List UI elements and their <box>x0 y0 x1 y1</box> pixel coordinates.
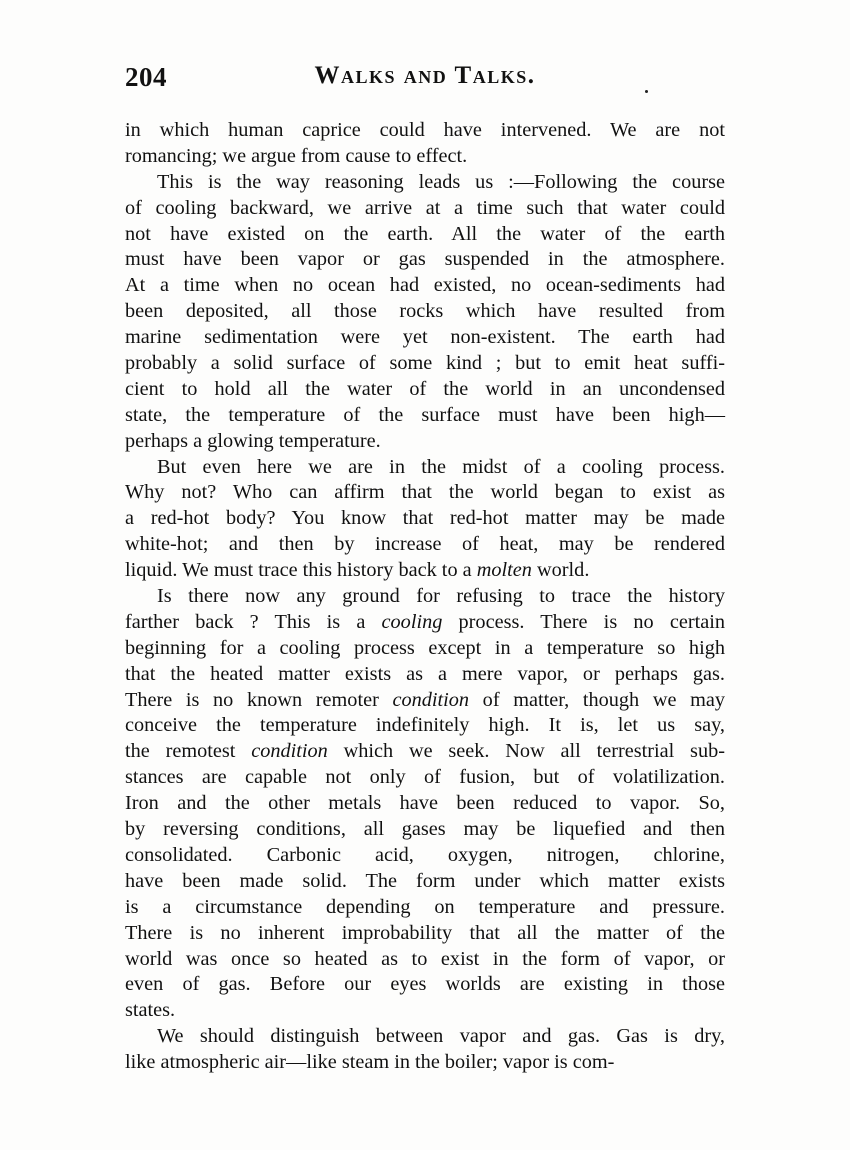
running-title: Walks and Talks. <box>314 62 536 89</box>
text-line: conceive the temperature indefinitely high. It is, let us say, <box>125 714 725 737</box>
italic-word: condition <box>251 740 328 763</box>
italic-word: condition <box>392 688 470 711</box>
text-line: beginning for a cooling process except in a temperature so high <box>125 636 725 659</box>
text-line: white-hot; and then by increase of heat, may be rendered <box>125 533 725 556</box>
text-line: that the heated matter exists as a mere vapor, or perhaps gas. <box>125 662 725 685</box>
text-line: At a time when no ocean had existed, no ocean-sediments had <box>125 274 725 297</box>
italic-word: molten <box>476 559 532 582</box>
paragraph <box>125 118 725 170</box>
text-line: probably a solid surface of some kind ; but to emit heat suffi- <box>125 352 725 375</box>
text-line: state, the temperature of the surface must have been high— <box>125 403 725 426</box>
text-line: a red-hot body? You know that red-hot matter may be made <box>125 507 725 530</box>
text-line: Iron and the other metals have been reduced to vapor. So, <box>125 792 725 815</box>
text-line: romancing; we argue from cause to effect. <box>125 144 468 167</box>
paragraph <box>125 455 725 584</box>
text-line: the remotest condition which we seek. Now all terrestrial sub- <box>125 740 725 763</box>
text-line: Is there now any ground for refusing to trace the history <box>157 585 725 608</box>
text-line: by reversing conditions, all gases may be liquefied and then <box>125 818 725 841</box>
page-number: 204 <box>125 62 167 92</box>
text-line: We should distinguish between vapor and gas. Gas is dry, <box>157 1025 725 1048</box>
text-line: must have been vapor or gas suspended in the atmosphere. <box>125 248 725 271</box>
text-line: in which human caprice could have intervened. We are not <box>125 119 725 141</box>
body-text <box>125 118 725 1076</box>
text-line: But even here we are in the midst of a cooling process. <box>157 455 725 478</box>
text-line: perhaps a glowing temperature. <box>125 429 381 452</box>
paragraph <box>125 170 725 455</box>
paragraph <box>125 1024 725 1076</box>
text-line: of cooling backward, we arrive at a time such that water could <box>125 196 725 219</box>
text-line: This is the way reasoning leads us :—Following the course <box>157 170 725 193</box>
text-line: is a circumstance depending on temperature and pressure. <box>125 895 725 918</box>
text-line: marine sedimentation were yet non-existent. The earth had <box>125 326 725 349</box>
text-line: stances are capable not only of fusion, but of volatilization. <box>125 766 725 789</box>
text-line: Why not? Who can affirm that the world began to exist as <box>125 481 725 504</box>
text-line: consolidated. Carbonic acid, oxygen, nitrogen, chlorine, <box>125 843 725 866</box>
text-line: states. <box>125 999 176 1022</box>
italic-word: cooling <box>381 610 443 633</box>
text-line: have been made solid. The form under which matter exists <box>125 869 725 892</box>
text-line: not have existed on the earth. All the water of the earth <box>125 222 725 245</box>
text-line: been deposited, all those rocks which have resulted from <box>125 300 725 323</box>
text-line: world was once so heated as to exist in the form of vapor, or <box>125 947 725 970</box>
text-line: There is no inherent improbability that all the matter of the <box>125 921 725 944</box>
text-line: There is no known remoter condition of matter, though we may <box>125 688 725 711</box>
text-line: cient to hold all the water of the world in an uncondensed <box>125 377 725 400</box>
text-line: farther back ? This is a cooling process. There is no certain <box>125 610 725 633</box>
text-line: liquid. We must trace this history back to a molten world. <box>125 559 590 582</box>
running-head <box>125 62 725 102</box>
paragraph <box>125 584 725 1024</box>
text-line: like atmospheric air—like steam in the boiler; vapor is com- <box>125 1051 615 1074</box>
print-speck <box>645 90 648 93</box>
text-line: even of gas. Before our eyes worlds are existing in those <box>125 973 725 996</box>
